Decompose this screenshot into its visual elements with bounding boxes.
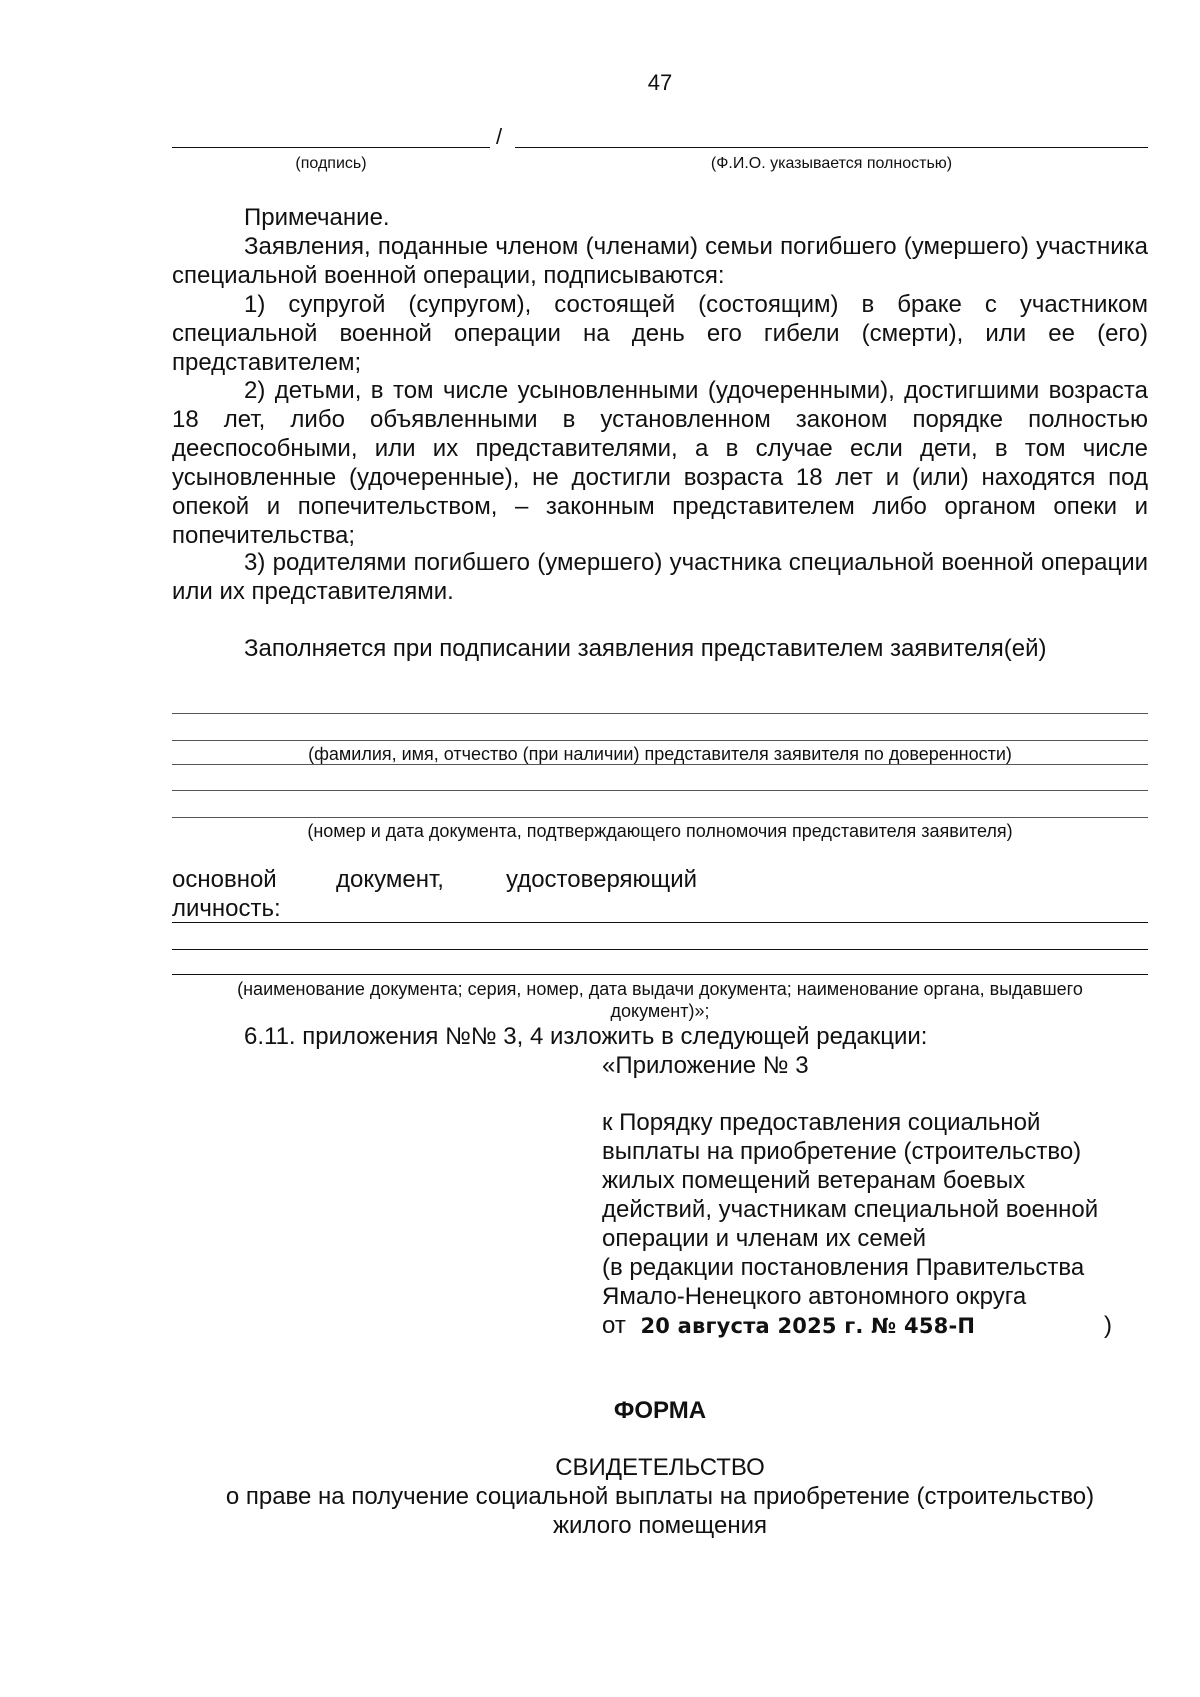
note-intro: Заявления, поданные членом (членами) семьи погибшего (умершего) участника специальной военной операции, подписываются: <box>172 233 1148 289</box>
appendix-line: операции и членам их семей <box>602 1225 926 1252</box>
appendix-date-stamp: 20 августа 2025 г. № 458-П <box>640 1314 976 1338</box>
signature-caption: (подпись) <box>295 155 367 172</box>
appendix-title: «Приложение № 3 <box>602 1052 809 1079</box>
page-number: 47 <box>647 70 673 95</box>
id-word-3: удостоверяющий <box>506 866 698 893</box>
appendix-close-paren: ) <box>1104 1312 1112 1339</box>
fill-line <box>172 790 1148 791</box>
doc-caption: (номер и дата документа, подтверждающего полномочия представителя заявителя) <box>307 821 1013 841</box>
fio-caption: (фамилия, имя, отчество (при наличии) представителя заявителя по доверенности) <box>308 744 1012 764</box>
appendix-from-prefix: от <box>602 1312 626 1339</box>
fill-line <box>172 740 1148 741</box>
id-word-4: личность: <box>172 895 281 922</box>
id-word-1: основной <box>172 866 277 893</box>
amendment-text: 6.11. приложения №№ 3, 4 изложить в следующей редакции: <box>244 1023 928 1050</box>
appendix-line: Ямало-Ненецкого автономного округа <box>602 1283 1027 1310</box>
fill-line <box>172 764 1148 765</box>
note-item-3: 3) родителями погибшего (умершего) участника специальной военной операции или их представителями. <box>172 549 1148 605</box>
id-line <box>172 949 1148 950</box>
name-caption: (Ф.И.О. указывается полностью) <box>710 155 953 172</box>
representative-heading: Заполняется при подписании заявления представителем заявителя(ей) <box>244 635 1047 662</box>
form-title: СВИДЕТЕЛЬСТВО <box>555 1454 765 1481</box>
appendix-line: (в редакции постановления Правительства <box>602 1254 1085 1281</box>
note-item-1: 1) супругой (супругом), состоящей (состоящим) в браке с участником специальной военной операции на день его гибели (смерти), или ее (его) представителем; <box>172 291 1148 376</box>
id-word-2: документ, <box>336 866 444 893</box>
name-line <box>515 147 1148 148</box>
appendix-line: к Порядку предоставления социальной <box>602 1109 1041 1136</box>
form-subtitle: о праве на получение социальной выплаты на приобретение (строительство) <box>225 1483 1095 1510</box>
fill-line <box>172 713 1148 714</box>
form-subtitle: жилого помещения <box>553 1512 767 1539</box>
id-line <box>172 922 1148 923</box>
id-line <box>172 974 1148 975</box>
appendix-date-row <box>602 1311 1162 1341</box>
note-block <box>172 203 1148 290</box>
signature-slash: / <box>496 124 503 149</box>
fill-line <box>172 817 1148 818</box>
note-heading: Примечание. <box>244 204 390 231</box>
appendix-line: действий, участникам специальной военной <box>602 1196 1099 1223</box>
signature-line <box>172 147 490 148</box>
note-item-2: 2) детьми, в том числе усыновленными (удочеренными), достигшими возраста 18 лет, либо объявленными в установленном законом порядке полностью дееспособными, или их представителями, а в случае если дети, в том числе усыновленные (удочеренные), не достигли возраста 18 лет и (или) находятся под опекой и попечительством, – законным представителем либо органом опеки и попечительства; <box>172 377 1148 549</box>
form-label: ФОРМА <box>613 1397 707 1424</box>
appendix-line: жилых помещений ветеранам боевых <box>602 1167 1026 1194</box>
appendix-line: выплаты на приобретение (строительство) <box>602 1138 1082 1165</box>
id-caption: (наименование документа; серия, номер, дата выдачи документа; наименование органа, выдавшего документ)»; <box>237 979 1083 1021</box>
